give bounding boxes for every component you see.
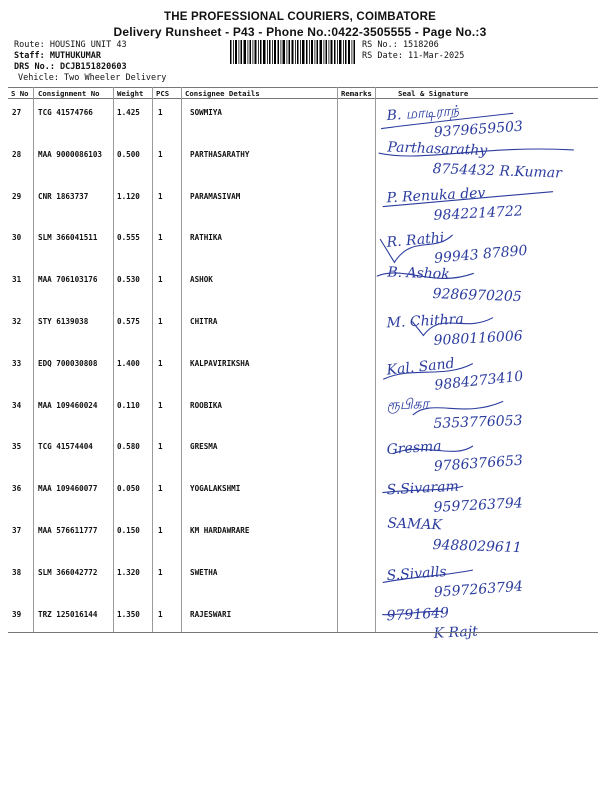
row-consignment-no: MAA 109460077 xyxy=(38,484,98,494)
signature-scribble xyxy=(373,511,600,559)
route-label: Route: HOUSING UNIT 43 xyxy=(14,40,127,50)
rs-number: RS No.: 1518206 xyxy=(362,40,439,50)
row-consignment-no: SLM 366042772 xyxy=(38,567,98,577)
signature-name: M. Chithra xyxy=(386,311,465,332)
signature-graphic xyxy=(373,344,600,392)
row-weight: 0.530 xyxy=(117,275,140,285)
row-consignment-no: STY 6139038 xyxy=(38,317,89,326)
signature-name: ரூபிகா xyxy=(386,395,430,414)
signature-name: Kal. Sand xyxy=(385,355,456,379)
drs-number: DRS No.: DCJB151820603 xyxy=(14,62,127,72)
table-bottom-rule xyxy=(8,632,598,633)
row-weight: 1.350 xyxy=(117,609,140,619)
row-pcs: 1 xyxy=(158,317,163,326)
row-pcs: 1 xyxy=(158,275,163,285)
signature-scribble xyxy=(373,344,600,392)
page-title: THE PROFESSIONAL COURIERS, COIMBATORE xyxy=(164,11,436,23)
row-sno: 39 xyxy=(12,609,22,619)
signature-graphic xyxy=(373,511,600,559)
signature-graphic xyxy=(373,469,600,517)
row-pcs: 1 xyxy=(158,108,163,117)
row-consignee: YOGALAKSHMI xyxy=(190,484,241,494)
signature-name: P. Renuka dev xyxy=(386,184,486,206)
row-consignment-no: TCG 41574766 xyxy=(38,108,93,117)
signature-scribble xyxy=(373,177,600,225)
row-consignment-no: SLM 366041511 xyxy=(38,233,98,243)
signature-phone: 9786376653 xyxy=(433,453,524,476)
signature-graphic xyxy=(373,218,600,266)
signature-name: Parthasarathy xyxy=(387,139,488,159)
row-consignee: RAJESWARI xyxy=(190,609,232,619)
row-consignee: SWETHA xyxy=(190,567,218,577)
signature-graphic xyxy=(373,386,600,434)
signature-phone: 9597263794 xyxy=(433,495,524,517)
signature-name: SAMAK xyxy=(387,515,443,534)
signature-scribble xyxy=(373,469,600,517)
row-consignment-no: MAA 9000086103 xyxy=(38,149,103,159)
signature-phone: 8754432 R.Kumar xyxy=(432,160,563,182)
row-consignment-no: TCG 41574404 xyxy=(38,442,93,452)
row-pcs: 1 xyxy=(158,442,163,452)
signature-scribble xyxy=(373,260,600,308)
row-consignment-no: MAA 706103176 xyxy=(38,275,98,285)
row-consignee: ROOBIKA xyxy=(190,400,223,410)
signature-name: B. Ashok xyxy=(387,264,451,283)
row-sno: 37 xyxy=(12,526,22,535)
row-consignee: KALPAVIRIKSHA xyxy=(190,358,250,368)
staff-label: Staff: MUTHUKUMAR xyxy=(14,51,101,61)
row-consignee: PARTHASARATHY xyxy=(190,149,250,159)
row-sno: 36 xyxy=(12,484,22,494)
signature-phone: 9379659503 xyxy=(433,118,524,141)
signature-name: Gresma xyxy=(386,438,443,459)
row-sno: 32 xyxy=(12,317,22,326)
signature-graphic xyxy=(373,302,600,350)
col-header-pcs: PCS xyxy=(156,89,170,98)
page-subtitle: Delivery Runsheet - P43 - Phone No.:0422-3505555 - Page No.:3 xyxy=(113,25,487,39)
row-pcs: 1 xyxy=(158,358,163,368)
row-consignment-no: MAA 109460024 xyxy=(38,400,98,410)
signature-graphic xyxy=(373,177,600,225)
col-header-consignee: Consignee Details xyxy=(185,89,260,98)
row-weight: 0.110 xyxy=(117,400,140,410)
signature-scribble xyxy=(373,595,600,643)
signature-name: S.Sivalls xyxy=(386,563,448,584)
row-sno: 33 xyxy=(12,358,22,368)
row-sno: 35 xyxy=(12,442,22,452)
row-consignment-no: MAA 576611777 xyxy=(38,526,98,535)
signature-phone: 9286970205 xyxy=(432,286,522,306)
table-row xyxy=(8,601,598,643)
signature-graphic xyxy=(373,260,600,308)
row-consignee: ASHOK xyxy=(190,275,213,285)
row-pcs: 1 xyxy=(158,233,163,243)
signature-phone: 9597263794 xyxy=(433,578,524,601)
row-sno: 28 xyxy=(12,149,22,159)
row-weight: 1.425 xyxy=(117,108,140,117)
barcode-icon xyxy=(230,40,355,64)
rs-date: RS Date: 11-Mar-2025 xyxy=(362,51,465,61)
row-pcs: 1 xyxy=(158,609,163,619)
row-pcs: 1 xyxy=(158,567,163,577)
signature-scribble xyxy=(373,93,600,141)
row-sno: 30 xyxy=(12,233,22,243)
signature-graphic xyxy=(373,553,600,601)
row-consignment-no: TRZ 125016144 xyxy=(38,609,98,619)
signature-graphic xyxy=(373,93,600,141)
row-pcs: 1 xyxy=(158,526,163,535)
row-consignment-no: EDQ 700030808 xyxy=(38,358,98,368)
row-weight: 1.400 xyxy=(117,358,140,368)
row-sno: 29 xyxy=(12,191,22,201)
row-pcs: 1 xyxy=(158,484,163,494)
signature-scribble xyxy=(373,427,600,475)
row-weight: 1.320 xyxy=(117,567,140,577)
row-weight: 0.500 xyxy=(117,149,140,159)
col-header-consignment: Consignment No xyxy=(38,89,100,98)
signature-name: 9791649 xyxy=(386,604,450,624)
row-sno: 34 xyxy=(12,400,22,410)
table-top-rule xyxy=(8,87,598,88)
row-weight: 0.050 xyxy=(117,484,140,494)
signature-phone: 9080116006 xyxy=(433,328,524,349)
row-pcs: 1 xyxy=(158,191,163,201)
signature-graphic xyxy=(373,135,600,183)
row-sno: 27 xyxy=(12,108,22,117)
signature-name: R. Rathi xyxy=(385,230,445,252)
row-sno: 38 xyxy=(12,567,22,577)
signature-name: S.Sivaram xyxy=(386,478,460,499)
col-header-remarks: Remarks xyxy=(341,89,372,98)
row-weight: 0.150 xyxy=(117,526,140,535)
signature-name: B. மாடிராந் xyxy=(386,103,460,125)
row-weight: 0.580 xyxy=(117,442,140,452)
row-weight: 1.120 xyxy=(117,191,140,201)
signature-scribble xyxy=(373,302,600,350)
signature-phone: K Rajt xyxy=(433,623,479,642)
row-consignee: SOWMIYA xyxy=(190,108,223,117)
vehicle-label: Vehicle: Two Wheeler Delivery xyxy=(18,73,167,83)
row-weight: 0.555 xyxy=(117,233,140,243)
signature-scribble xyxy=(373,553,600,601)
row-consignment-no: CNR 1863737 xyxy=(38,191,89,201)
row-consignee: CHITRA xyxy=(190,317,218,326)
col-header-sno: S No xyxy=(11,89,29,98)
signature-phone: 9884273410 xyxy=(433,368,524,394)
signature-phone: 99943 87890 xyxy=(433,243,529,268)
col-header-weight: Weight xyxy=(117,89,144,98)
signature-phone: 9842214722 xyxy=(433,202,524,224)
signature-phone: 5353776053 xyxy=(433,412,523,432)
signature-graphic xyxy=(373,595,600,643)
row-consignee: PARAMASIVAM xyxy=(190,191,241,201)
signature-scribble xyxy=(373,218,600,266)
row-consignee: RATHIKA xyxy=(190,233,223,243)
row-sno: 31 xyxy=(12,275,22,285)
row-weight: 0.575 xyxy=(117,317,140,326)
row-consignee: KM HARDAWRARE xyxy=(190,526,250,535)
row-pcs: 1 xyxy=(158,400,163,410)
row-pcs: 1 xyxy=(158,149,163,159)
signature-phone: 9488029611 xyxy=(432,537,522,557)
signature-graphic xyxy=(373,427,600,475)
signature-scribble xyxy=(373,135,600,183)
signature-scribble xyxy=(373,386,600,434)
col-header-seal: Seal & Signature xyxy=(398,89,469,98)
row-consignee: GRESMA xyxy=(190,442,218,452)
